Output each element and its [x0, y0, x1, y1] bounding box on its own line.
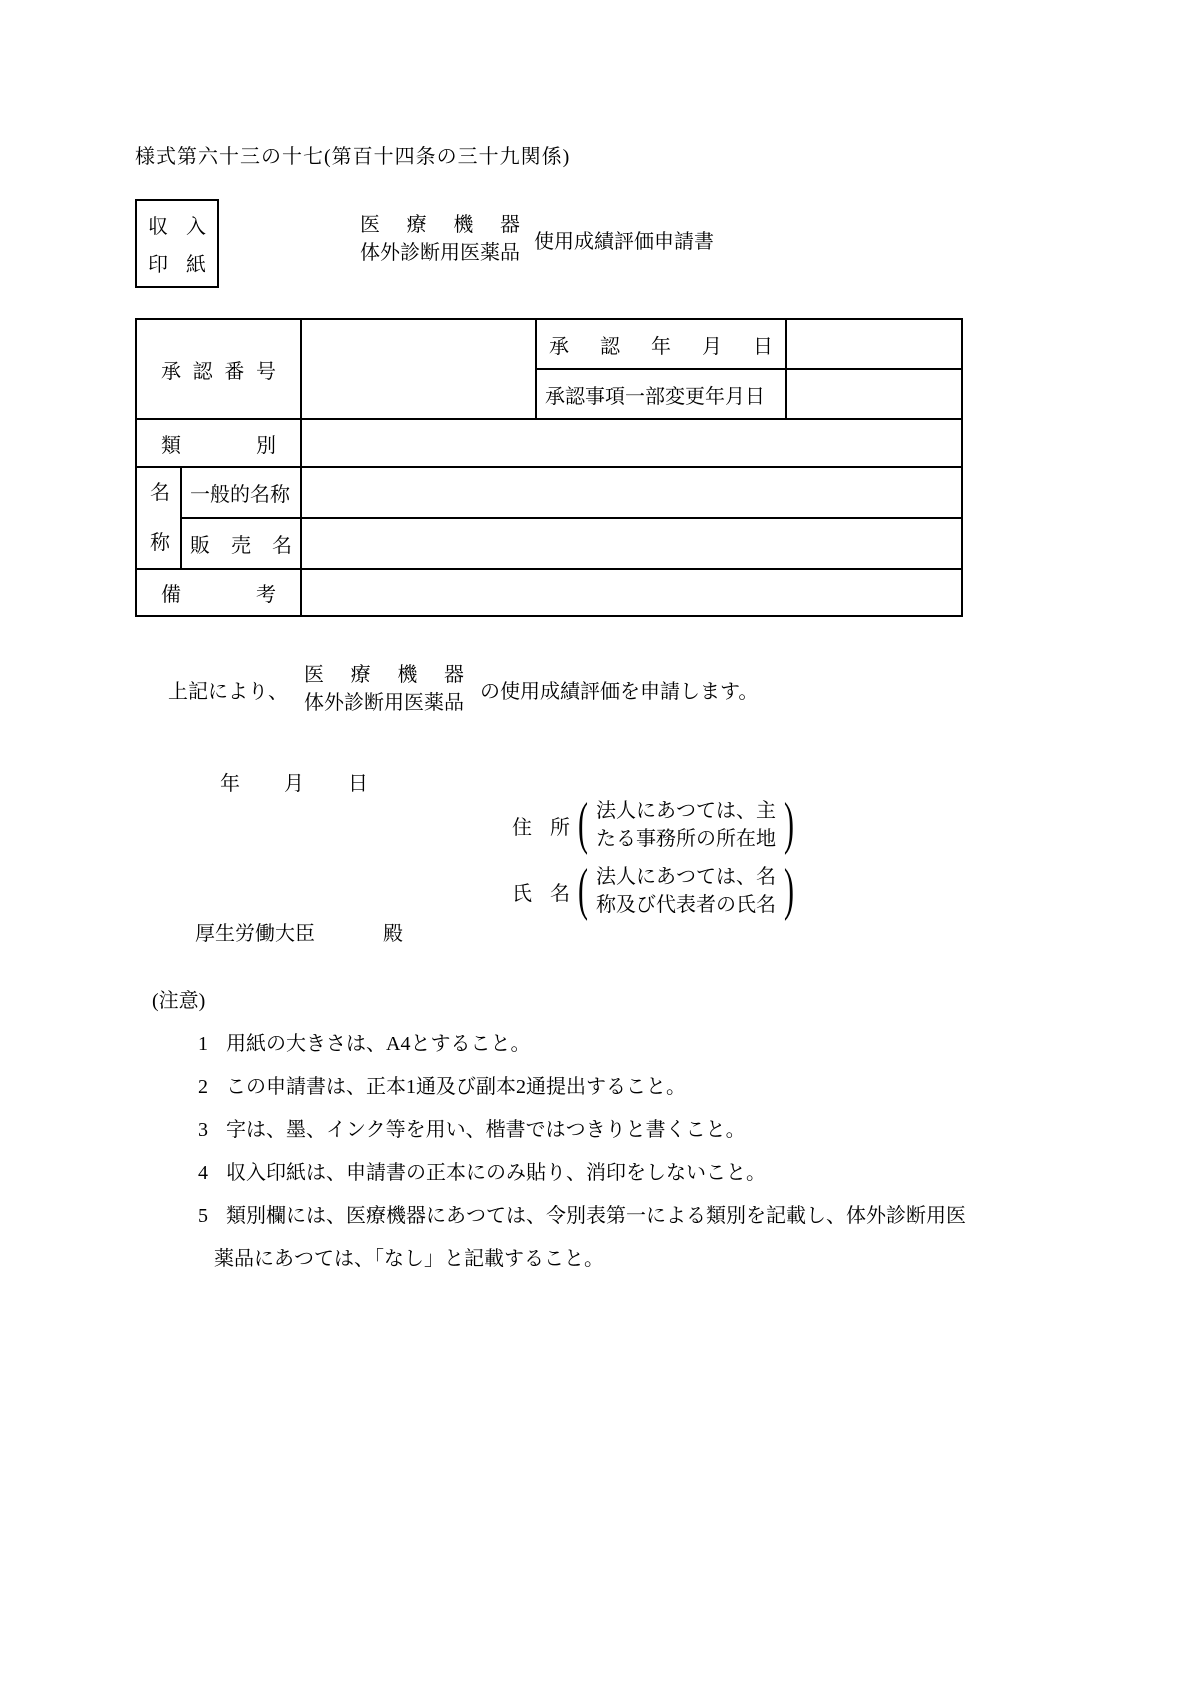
approval-number-label: 承認番号 [136, 319, 301, 419]
brand-name-value-cell [301, 518, 962, 569]
table-row [136, 319, 962, 369]
note-item [152, 1195, 970, 1281]
approval-date-value-cell [786, 319, 962, 369]
title-subject-stack [360, 211, 520, 267]
name-line [512, 857, 794, 923]
document-title [360, 211, 714, 267]
address-note-line2: たる事務所の所在地 [596, 828, 776, 850]
application-sentence-prefix: 上記により、 [168, 680, 288, 703]
name-group-label: 名称 [150, 482, 170, 554]
note-text: この申請書は、正本1通及び副本2通提出すること。 [226, 1076, 686, 1098]
application-sentence-suffix: の使用成績評価を申請します。 [480, 680, 759, 703]
note-item [152, 1109, 970, 1152]
title-suffix: 使用成績評価申請書 [534, 230, 714, 253]
name-note [596, 863, 776, 919]
application-subject-line2: 体外診断用医薬品 [304, 692, 464, 714]
note-item [152, 1152, 970, 1195]
approval-date-label: 承認年月日 [536, 319, 786, 369]
name-note-line1: 法人にあつては、名 [596, 866, 776, 888]
note-number: 4 [198, 1162, 208, 1184]
open-paren-icon: ( [578, 857, 588, 923]
partial-change-date-label: 承認事項一部変更年月日 [536, 369, 786, 419]
table-row [136, 467, 962, 518]
partial-change-date-value-cell [786, 369, 962, 419]
remarks-label: 備考 [136, 569, 301, 616]
addressee-title: 厚生労働大臣 [195, 923, 315, 945]
note-number: 5 [198, 1205, 208, 1227]
note-item [152, 1023, 970, 1066]
approval-number-value-cell [301, 319, 536, 419]
category-label: 類別 [136, 419, 301, 467]
application-sentence [168, 661, 758, 717]
name-note-line2: 称及び代表者の氏名 [596, 894, 776, 916]
remarks-value-cell [301, 569, 962, 616]
name-label: 氏名 [512, 882, 570, 905]
open-paren-icon: ( [578, 791, 588, 857]
address-line [512, 791, 794, 857]
general-name-value-cell [301, 467, 962, 518]
name-group-label-cell [136, 467, 181, 569]
stamp-box-line1: 収入 [148, 216, 206, 238]
notes-heading: (注意) [152, 990, 206, 1012]
brand-name-label: 販売名 [181, 518, 301, 569]
notes-section [152, 980, 970, 1281]
close-paren-icon: ) [784, 791, 794, 857]
revenue-stamp-box [135, 199, 219, 288]
address-note-line1: 法人にあつては、主 [596, 800, 776, 822]
note-item [152, 1066, 970, 1109]
address-label: 住所 [512, 816, 570, 839]
address-note [596, 797, 776, 853]
form-number: 様式第六十三の十七(第百十四条の三十九関係) [135, 146, 571, 168]
application-subject-line1: 医療機器 [304, 664, 464, 686]
note-text: 用紙の大きさは、A4とすること。 [226, 1033, 531, 1055]
date-line: 年 月 日 [220, 773, 368, 795]
stamp-box-line2: 印紙 [148, 254, 206, 276]
addressee-honorific: 殿 [383, 923, 403, 945]
note-number: 2 [198, 1076, 208, 1098]
title-subject-line1: 医療機器 [360, 214, 520, 236]
close-paren-icon: ) [784, 857, 794, 923]
application-subject-stack [304, 661, 464, 717]
addressee-line [195, 917, 403, 946]
note-text: 類別欄には、医療機器にあつては、令別表第一による類別を記載し、体外診断用医薬品にあつては、「なし」と記載すること。 [214, 1205, 966, 1270]
note-text: 字は、墨、インク等を用い、楷書ではつきりと書くこと。 [226, 1119, 746, 1141]
application-table [135, 318, 963, 617]
note-text: 収入印紙は、申請書の正本にのみ貼り、消印をしないこと。 [226, 1162, 766, 1184]
note-number: 1 [198, 1033, 208, 1055]
title-subject-line2: 体外診断用医薬品 [360, 242, 520, 264]
general-name-label: 一般的名称 [181, 467, 301, 518]
note-number: 3 [198, 1119, 208, 1141]
category-value-cell [301, 419, 962, 467]
table-row [136, 419, 962, 467]
table-row [136, 518, 962, 569]
table-row [136, 569, 962, 616]
